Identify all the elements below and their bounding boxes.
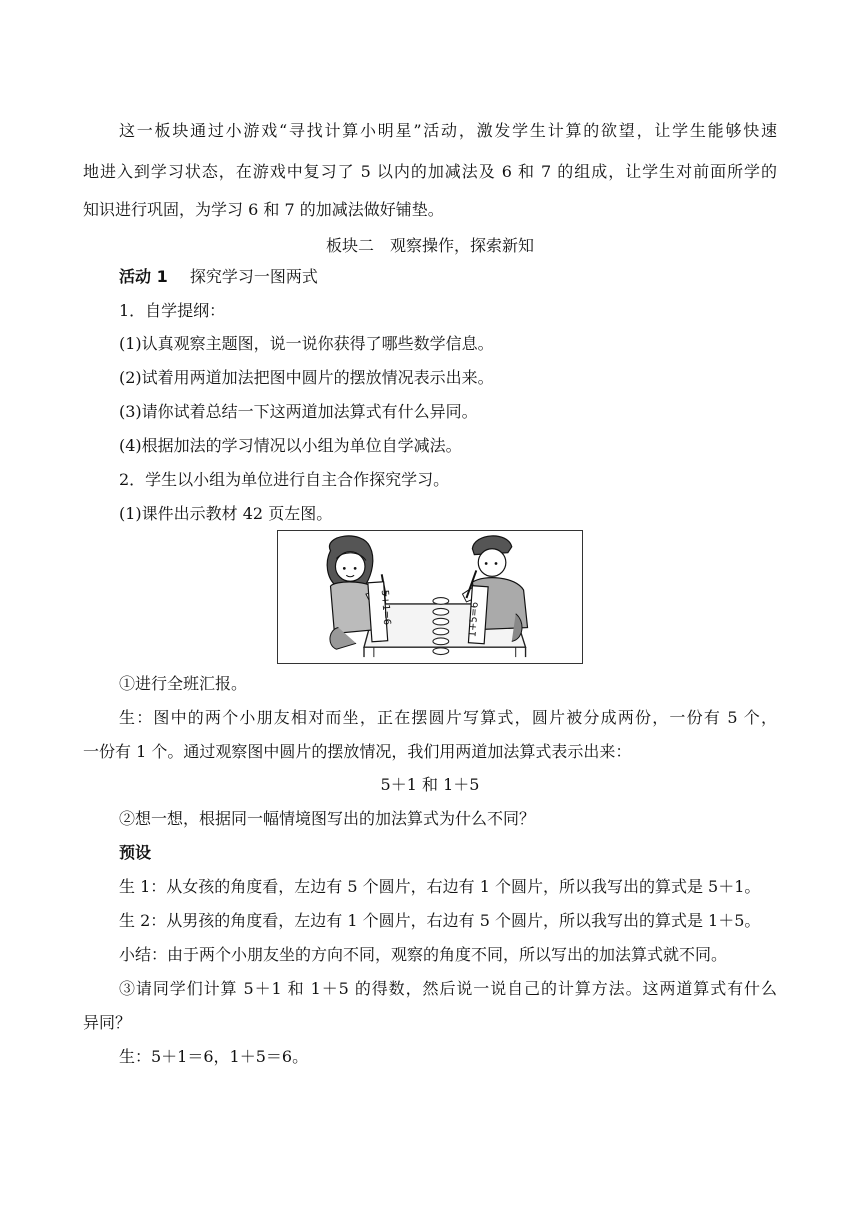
boy-equation-card: 1+5=6 [467, 601, 481, 638]
intro-line-1: 这一板块通过小游戏“寻找计算小明星”活动，激发学生计算的欲望，让学生能够快速 [119, 121, 777, 140]
summary-line: 小结：由于两个小朋友坐的方向不同，观察的角度不同，所以写出的加法算式就不同。 [119, 945, 728, 964]
final-answer: 生：5＋1＝6，1＋5＝6。 [119, 1047, 309, 1066]
textbook-illustration [277, 530, 583, 664]
activity-title: 探究学习一图两式 [189, 267, 318, 286]
report-line: ①进行全班汇报。 [119, 674, 248, 693]
courseware-line: (1)课件出示教材 42 页左图。 [119, 504, 333, 523]
student-1-answer: 生 1：从女孩的角度看，左边有 5 个圆片，右边有 1 个圆片，所以我写出的算式是 5＋1。 [119, 877, 761, 896]
student-answer-line-1: 生：图中的两个小朋友相对而坐，正在摆圆片写算式，圆片被分成两份，一份有 5 个， [119, 708, 777, 727]
outline-heading: 1．自学提纲： [119, 301, 226, 320]
think-question: ②想一想，根据同一幅情境图写出的加法算式为什么不同？ [119, 809, 536, 828]
intro-line-3: 知识进行巩固，为学习 6 和 7 的加减法做好铺垫。 [83, 200, 444, 219]
question-4: (4)根据加法的学习情况以小组为单位自学减法。 [119, 436, 462, 455]
girl-equation-card: 5+1=6 [378, 589, 393, 626]
question-3: (3)请你试着总结一下这两道加法算式有什么异同。 [119, 402, 478, 421]
question-2: (2)试着用两道加法把图中圆片的摆放情况表示出来。 [119, 368, 494, 387]
student-2-answer: 生 2：从男孩的角度看，左边有 1 个圆片，右边有 5 个圆片，所以我写出的算式是 1＋5。 [119, 911, 761, 930]
step-2: 2．学生以小组为单位进行自主合作探究学习。 [119, 470, 450, 489]
activity-heading [119, 266, 318, 288]
intro-line-2: 地进入到学习状态，在游戏中复习了 5 以内的加减法及 6 和 7 的组成，让学生对前面所学的 [83, 162, 777, 181]
preset-heading: 预设 [119, 843, 152, 862]
section-title: 板块二 观察操作，探索新知 [325, 236, 534, 255]
ask-line-2: 异同？ [83, 1013, 132, 1032]
question-1: (1)认真观察主题图，说一说你获得了哪些数学信息。 [119, 334, 494, 353]
student-answer-line-2: 一份有 1 个。通过观察图中圆片的摆放情况，我们用两道加法算式表示出来： [83, 742, 632, 761]
ask-line-1: ③请同学们计算 5＋1 和 1＋5 的得数，然后说一说自己的计算方法。这两道算式有什么 [119, 979, 777, 998]
formula-line: 5＋1 和 1＋5 [380, 775, 480, 794]
activity-label: 活动 1 [119, 267, 168, 286]
